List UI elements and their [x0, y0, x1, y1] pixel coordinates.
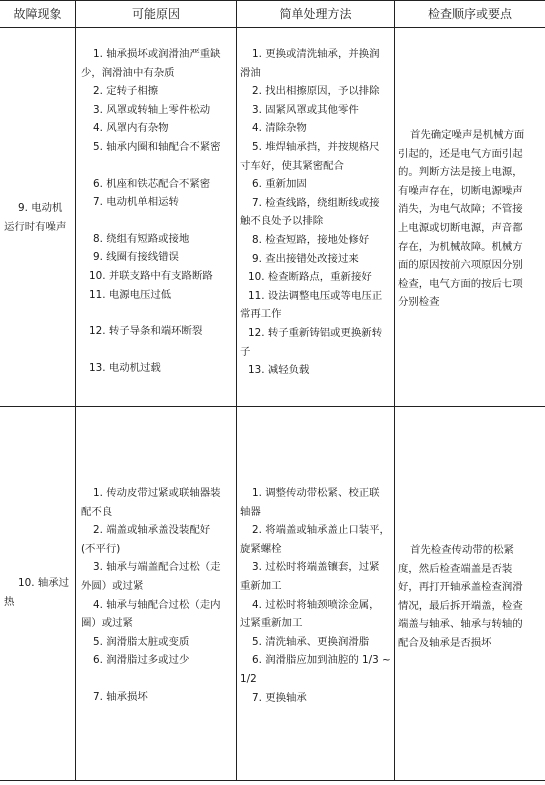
note-line: 有噪声存在，切断电源噪声 [398, 184, 523, 197]
symptom-line: 运行时有噪声 [4, 220, 67, 233]
note-line: 度，然后检查端盖是否装 [398, 562, 513, 575]
method-line: 6. 润滑脂应加到油腔的 1/3 ~ [252, 654, 391, 667]
cause-line: 9. 线圈有接线错误 [93, 251, 179, 264]
note-line: 上电源或切断电源，声音都 [398, 221, 523, 234]
cause-line [81, 212, 235, 230]
method-line: 11. 设法调整电压或等电压正 [248, 289, 383, 302]
cause-line: 11. 电源电压过低 [89, 288, 172, 301]
column-divider-2 [236, 0, 237, 780]
method-line: 常再工作 [240, 308, 282, 321]
method-line: 10. 检查断路点，重新接好 [248, 271, 372, 284]
cause-line: 3. 风罩或转轴上零件松动 [93, 103, 211, 116]
cause-line [81, 670, 235, 688]
note-line: 存在，为机械故障。机械方 [398, 240, 523, 253]
table-bottom-rule [0, 780, 545, 781]
cause-line: 2. 端盖或轴承盖没装配好 [93, 524, 211, 537]
method-line: 13. 减轻负载 [248, 364, 310, 377]
method-line: 1. 调整传动带松紧、校正联 [252, 487, 380, 499]
note-line: 分别检查 [398, 296, 440, 309]
cause-line: 8. 绕组有短路或接地 [93, 232, 190, 245]
row-2-methods [240, 484, 392, 707]
header-methods: 简单处理方法 [279, 7, 352, 21]
cause-line: 4. 风罩内有杂物 [93, 122, 169, 135]
method-line: 7. 检查线路，绕组断线或接 [252, 196, 380, 209]
cause-line: 1. 传动皮带过紧或联轴器装 [93, 487, 221, 499]
method-line: 2. 找出相擦原因，予以排除 [252, 85, 380, 98]
method-line: 2. 将端盖或轴承盖止口装平， [252, 524, 390, 537]
method-line: 4. 过松时将轴颈喷涂金属， [252, 598, 380, 611]
row-2-notes [398, 541, 544, 653]
method-line: 过紧重新加工 [240, 617, 303, 630]
method-line: 8. 检查短路，接地处修好 [252, 233, 370, 246]
method-line: 4. 清除杂物 [252, 122, 307, 135]
note-line: 检查，电气方面的按后七项 [398, 277, 523, 290]
cause-line: 5. 轴承内圈和轴配合不紧密 [93, 140, 221, 153]
cause-line: 3. 轴承与端盖配合过松（走 [93, 561, 221, 574]
cause-line: 2. 定转子相擦 [93, 85, 159, 98]
row-1-causes [81, 45, 235, 377]
symptom-line: 9. 电动机 [18, 202, 63, 214]
method-line: 重新加工 [240, 579, 282, 592]
note-line: 面的原因按前六项原因分别 [398, 259, 523, 272]
symptom-line: 10. 轴承过 [18, 577, 69, 589]
column-divider-1 [75, 0, 76, 780]
method-line: 触不良处予以排除 [240, 215, 324, 228]
row-1-methods [240, 45, 392, 380]
cause-line: 外圆）或过紧 [81, 579, 144, 592]
method-line: 6. 重新加固 [252, 178, 307, 191]
cause-line: 1. 轴承损坏或润滑油严重缺 [93, 48, 221, 60]
method-line: 9. 查出接错处改接过来 [252, 252, 359, 265]
header-notes: 检查顺序或要点 [427, 7, 512, 21]
method-line: 1/2 [240, 672, 257, 685]
method-line: 滑油 [240, 66, 261, 79]
method-line: 12. 转子重新铸铝或更换新转 [248, 326, 383, 339]
cause-line: 6. 机座和铁芯配合不紧密 [93, 177, 211, 190]
method-line: 旋紧螺栓 [240, 542, 282, 555]
cause-line: (不平行) [81, 542, 121, 555]
method-line: 3. 固紧风罩或其他零件 [252, 103, 359, 116]
symptom-line: 热 [4, 595, 15, 608]
row-2-symptom [4, 574, 74, 611]
cause-line: 7. 轴承损坏 [93, 690, 148, 703]
cause-line: 12. 转子导条和端环断裂 [89, 325, 203, 338]
note-line: 首先确定噪声是机械方面 [410, 129, 525, 141]
row-divider-rule [0, 406, 545, 407]
cause-line: 4. 轴承与轴配合过松（走内 [93, 598, 221, 611]
method-line: 寸车好，使其紧密配合 [240, 159, 344, 172]
cause-line [81, 304, 235, 322]
cause-line [81, 157, 235, 175]
row-2-causes [81, 484, 235, 707]
method-line: 1. 更换或清洗轴承，并换润 [252, 48, 380, 60]
row-1-notes [398, 126, 544, 312]
note-line: 消失，为电气故障；不管接 [398, 203, 523, 216]
header-causes: 可能原因 [131, 7, 180, 21]
cause-line [81, 341, 235, 359]
note-line: 首先检查传动带的松紧 [410, 544, 514, 556]
note-line: 配合及轴承是否损坏 [398, 636, 492, 649]
note-line: 的。判断方法是接上电源， [398, 166, 523, 179]
method-line: 子 [240, 345, 251, 358]
cause-line: 6. 润滑脂过多或过少 [93, 654, 190, 667]
cause-line: 10. 并联支路中有支路断路 [89, 269, 213, 282]
note-line: 好，再打开轴承盖检查润滑 [398, 581, 523, 594]
note-line: 情况，最后拆开端盖，检查 [398, 599, 523, 612]
cause-line: 少，润滑油中有杂质 [81, 66, 175, 79]
method-line: 3. 过松时将端盖镶套，过紧 [252, 561, 380, 574]
cause-line: 圈）或过紧 [81, 617, 133, 630]
header-symptom: 故障现象 [13, 7, 62, 21]
method-line: 5. 清洗轴承、更换润滑脂 [252, 635, 370, 648]
note-line: 引起的，还是电气方面引起 [398, 147, 523, 160]
method-line: 5. 堆焊轴承挡，并按规格尺 [252, 140, 380, 153]
method-line: 轴器 [240, 505, 261, 518]
method-line: 7. 更换轴承 [252, 691, 307, 704]
cause-line: 配不良 [81, 505, 113, 518]
note-line: 端盖与轴承、轴承与转轴的 [398, 618, 523, 631]
cause-line: 7. 电动机单相运转 [93, 196, 179, 209]
cause-line: 5. 润滑脂太脏或变质 [93, 635, 190, 648]
cause-line: 13. 电动机过载 [89, 361, 161, 374]
column-divider-3 [394, 0, 395, 780]
row-1-symptom [4, 199, 74, 236]
